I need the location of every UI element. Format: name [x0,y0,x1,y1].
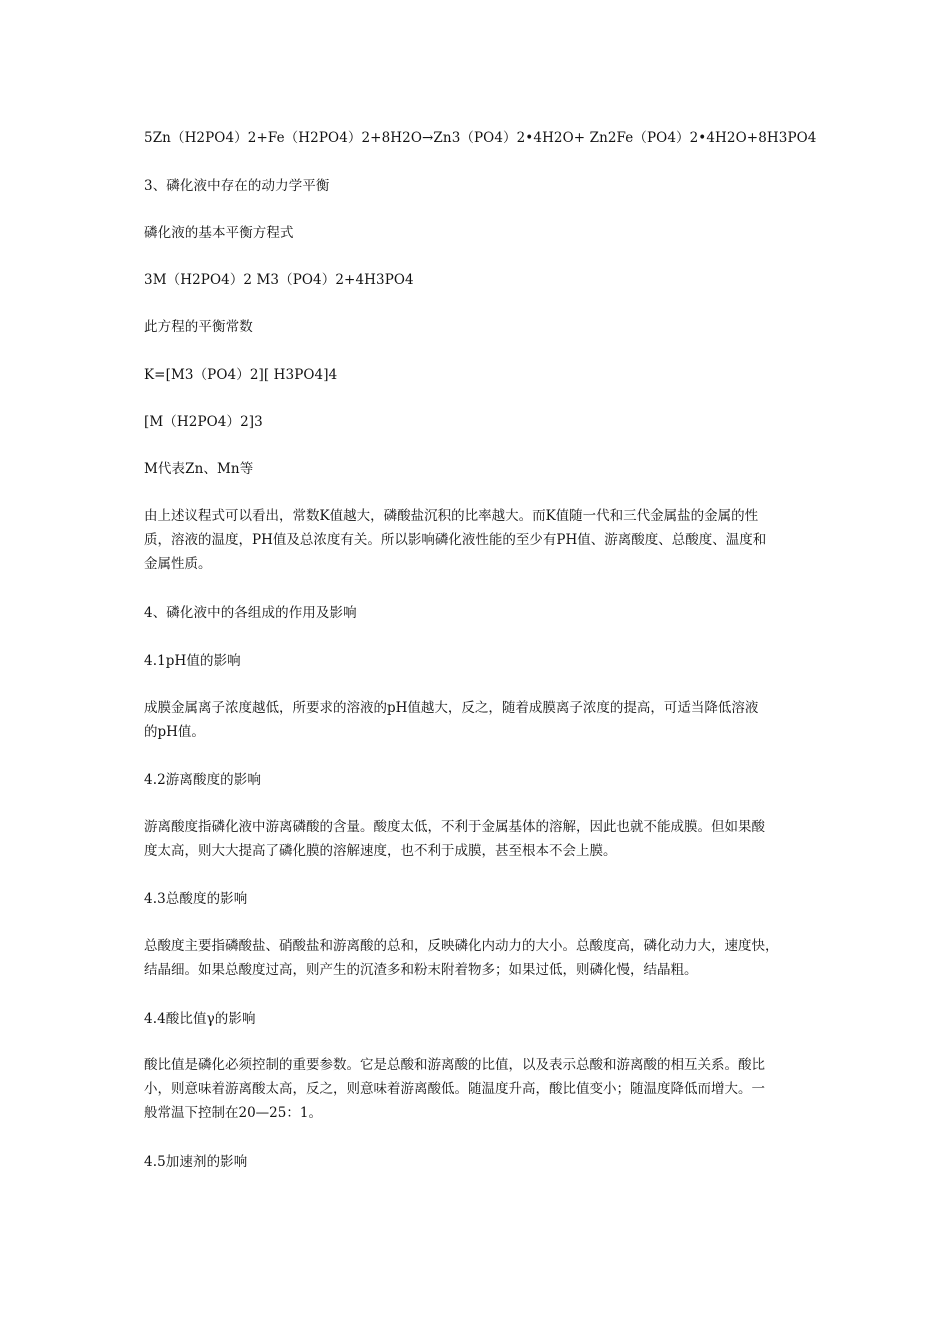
paragraph-4-1 [144,696,812,744]
subheading-4-1: 4.1pH值的影响 [144,653,241,669]
section-heading-3: 3、磷化液中存在的动力学平衡 [144,178,330,194]
equilibrium-constant-label: 此方程的平衡常数 [144,319,253,335]
subheading-4-5: 4.5加速剂的影响 [144,1154,248,1170]
paragraph-k-explanation [144,504,812,576]
subheading-4-2: 4.2游离酸度的影响 [144,772,261,788]
paragraph-line: 质，溶液的温度，PH值及总浓度有关。所以影响磷化液性能的至少有PH值、游离酸度、总酸度、温度和 [144,532,767,548]
paragraph-line: 总酸度主要指磷酸盐、硝酸盐和游离酸的总和，反映磷化内动力的大小。总酸度高，磷化动力大，速度快， [144,938,779,954]
basic-equation-label: 磷化液的基本平衡方程式 [144,225,294,241]
paragraph-line: 成膜金属离子浓度越低，所要求的溶液的pH值越大，反之，随着成膜离子浓度的提高，可适当降低溶液 [144,700,759,716]
paragraph-line: 结晶细。如果总酸度过高，则产生的沉渣多和粉末附着物多；如果过低，则磷化慢，结晶粗。 [144,962,698,978]
paragraph-line: 由上述议程式可以看出，常数K值越大，磷酸盐沉积的比率越大。而K值随一代和三代金属盐的金属的性 [144,508,759,524]
basic-equation: 3M（H2PO4）2 M3（PO4）2+4H3PO4 [144,272,414,288]
paragraph-line: 游离酸度指磷化液中游离磷酸的含量。酸度太低，不利于金属基体的溶解，因此也就不能成膜。但如果酸 [144,819,765,835]
paragraph-line: 度太高，则大大提高了磷化膜的溶解速度，也不利于成膜，甚至根本不会上膜。 [144,843,617,859]
paragraph-4-2 [144,815,812,863]
paragraph-4-4 [144,1053,812,1125]
paragraph-line: 的pH值。 [144,724,205,740]
paragraph-line: 金属性质。 [144,556,212,572]
k-numerator: K=[M3（PO4）2][ H3PO4]4 [144,367,338,383]
subheading-4-4: 4.4酸比值γ的影响 [144,1011,256,1027]
m-note: M代表Zn、Mn等 [144,461,254,477]
reaction-equation: 5Zn（H2PO4）2+Fe（H2PO4）2+8H2O→Zn3（PO4）2•4H2O+ Zn2Fe（PO4）2•4H2O+8H3PO4 [144,130,817,146]
section-heading-4: 4、磷化液中的各组成的作用及影响 [144,605,357,621]
k-denominator: [M（H2PO4）2]3 [144,414,263,430]
subheading-4-3: 4.3总酸度的影响 [144,891,248,907]
paragraph-line: 酸比值是磷化必须控制的重要参数。它是总酸和游离酸的比值，以及表示总酸和游离酸的相互关系。酸比 [144,1057,765,1073]
paragraph-4-3 [144,934,812,982]
paragraph-line: 小，则意味着游离酸太高，反之，则意味着游离酸低。随温度升高，酸比值变小；随温度降低而增大。一 [144,1081,765,1097]
paragraph-line: 般常温下控制在20—25：1。 [144,1105,322,1121]
